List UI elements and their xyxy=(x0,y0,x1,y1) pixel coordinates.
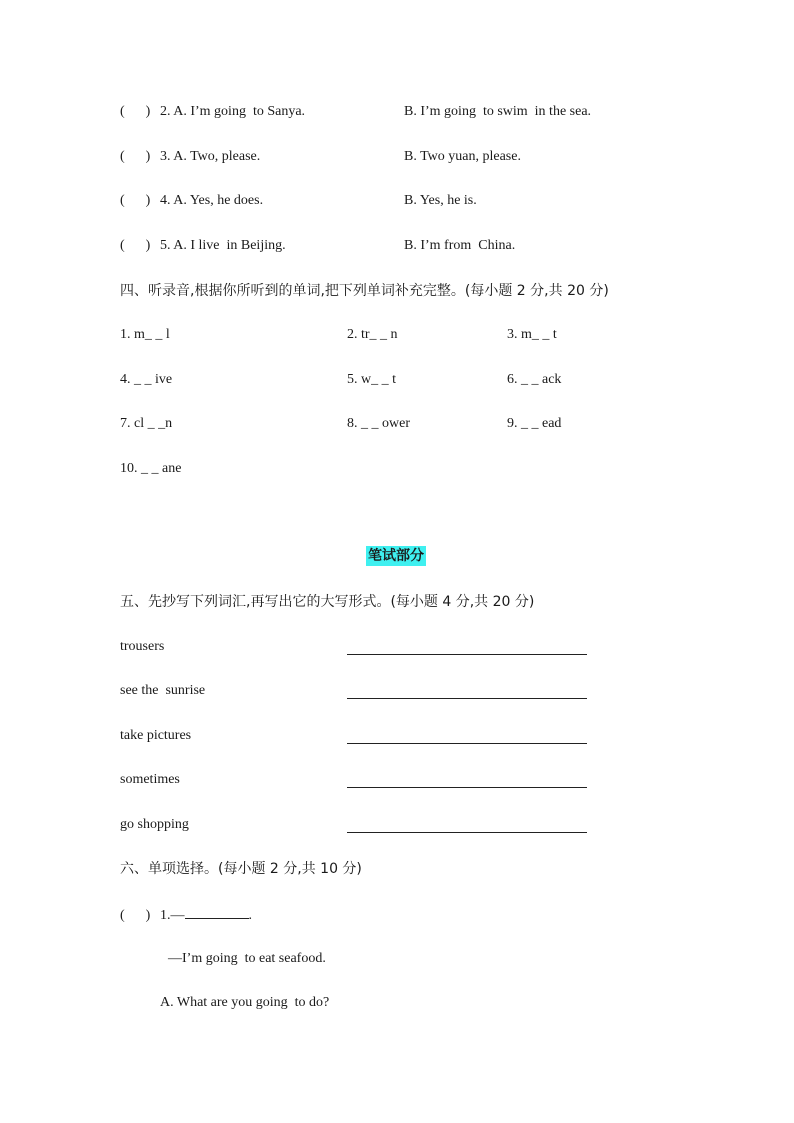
fill-word-item[interactable]: 1. m_ _ l xyxy=(120,327,170,342)
fill-word-item[interactable]: 7. cl _ _n xyxy=(120,416,173,431)
answer-paren[interactable]: ( ) xyxy=(120,149,151,164)
fill-word-item[interactable]: 10. _ _ ane xyxy=(120,461,182,476)
fill-word-item[interactable]: 4. _ _ ive xyxy=(120,372,173,387)
question-row xyxy=(120,191,263,211)
fill-word-item[interactable]: 6. _ _ ack xyxy=(507,372,562,387)
copy-word: see the sunrise xyxy=(120,683,206,698)
answer-paren[interactable]: ( ) xyxy=(120,238,151,253)
copy-word: take pictures xyxy=(120,728,192,743)
question-row xyxy=(120,236,286,256)
answer-line[interactable] xyxy=(347,743,587,744)
option-b: B. I’m going to swim in the sea. xyxy=(404,104,592,119)
section6-title: 六、单项选择。(每小题 2 分,共 10 分) xyxy=(120,861,362,877)
fill-word-item[interactable]: 5. w_ _ t xyxy=(347,372,396,387)
blank-field[interactable] xyxy=(185,904,249,919)
section4-title: 四、听录音,根据你所听到的单词,把下列单词补充完整。(每小题 2 分,共 20 分) xyxy=(120,283,609,299)
question-end: . xyxy=(248,908,252,923)
answer-line[interactable] xyxy=(347,787,587,788)
option-b: B. I’m from China. xyxy=(404,238,516,253)
answer-paren[interactable]: ( ) xyxy=(120,908,151,923)
answer-line[interactable] xyxy=(347,698,587,699)
copy-word: go shopping xyxy=(120,817,189,832)
question-row xyxy=(120,147,260,167)
copy-word: trousers xyxy=(120,639,165,654)
answer-paren[interactable]: ( ) xyxy=(120,193,151,208)
question-row xyxy=(120,102,305,122)
fill-word-item[interactable]: 2. tr_ _ n xyxy=(347,327,398,342)
option-a: 3. A. Two, please. xyxy=(160,149,261,164)
question-number: 1.— xyxy=(160,908,185,923)
answer-line[interactable] xyxy=(347,654,587,655)
answer-line[interactable] xyxy=(347,832,587,833)
question-row xyxy=(120,904,252,926)
written-part-title: 笔试部分 xyxy=(368,548,424,564)
option-b: B. Yes, he is. xyxy=(404,193,477,208)
fill-word-item[interactable]: 3. m_ _ t xyxy=(507,327,557,342)
answer-paren[interactable]: ( ) xyxy=(120,104,151,119)
dialogue-answer: —I’m going to eat seafood. xyxy=(168,951,326,966)
option-b: B. Two yuan, please. xyxy=(404,149,521,164)
fill-word-item[interactable]: 8. _ _ ower xyxy=(347,416,410,431)
fill-word-item[interactable]: 9. _ _ ead xyxy=(507,416,562,431)
option-a[interactable]: A. What are you going to do? xyxy=(160,995,330,1010)
option-a: 5. A. I live in Beijing. xyxy=(160,238,286,253)
copy-word: sometimes xyxy=(120,772,180,787)
option-a: 2. A. I’m going to Sanya. xyxy=(160,104,306,119)
section5-title: 五、先抄写下列词汇,再写出它的大写形式。(每小题 4 分,共 20 分) xyxy=(120,594,535,610)
option-a: 4. A. Yes, he does. xyxy=(160,193,264,208)
